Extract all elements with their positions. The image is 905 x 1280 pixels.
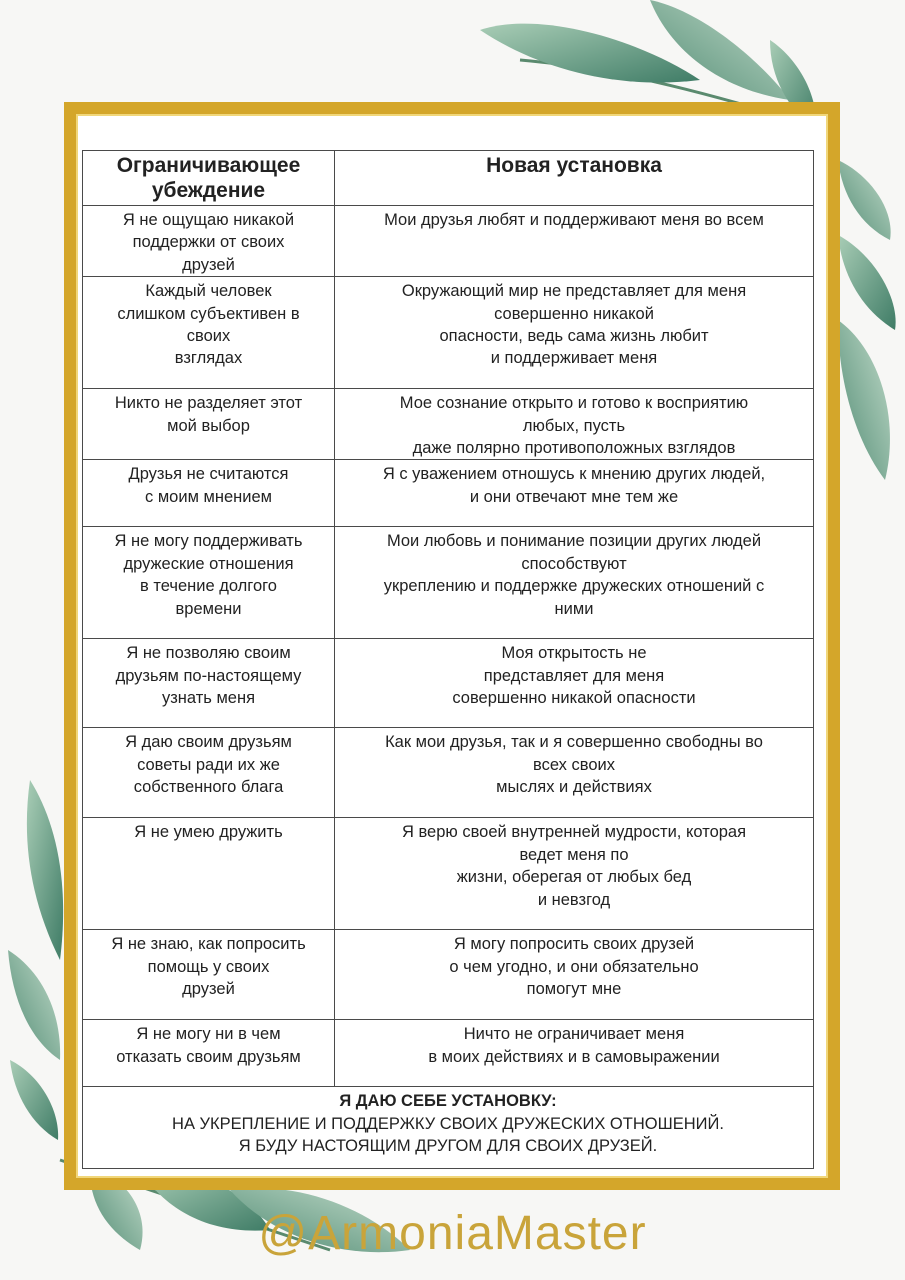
author-handle-signature: @ArmoniaMaster: [258, 1207, 647, 1260]
affirmation-cell: [335, 389, 814, 460]
limiting-belief-cell: [83, 930, 335, 1020]
affirmation-cell: [335, 460, 814, 527]
belief-text-line: поддержки от своих: [132, 233, 285, 252]
limiting-belief-cell: [83, 527, 335, 639]
table-row: [83, 1020, 814, 1087]
affirmation-text-line: способствуют: [521, 554, 627, 573]
limiting-belief-cell: [83, 277, 335, 389]
belief-text-line: Я даю своим друзьям: [125, 733, 292, 752]
affirmation-text-line: Я с уважением отношусь к мнению других людей,: [382, 465, 766, 484]
affirmation-text-line: и поддерживает меня: [490, 349, 658, 368]
affirmation-text-line: Мое сознание открыто и готово к восприятию: [399, 394, 749, 413]
affirmation-cell: [335, 206, 814, 277]
affirmation-cell: [335, 527, 814, 639]
affirmation-text-line: всех своих: [533, 755, 615, 774]
affirmation-text-line: о чем угодно, и они обязательно: [449, 957, 699, 976]
affirmation-text-line: совершенно никакой опасности: [452, 689, 696, 708]
summary-row: [83, 1087, 814, 1169]
belief-text-line: мой выбор: [167, 416, 250, 435]
affirmation-text-line: совершенно никакой: [494, 304, 654, 323]
affirmation-text-line: Я могу попросить своих друзей: [453, 935, 695, 954]
affirmation-text-line: Ничто не ограничивает меня: [463, 1025, 685, 1044]
belief-text-line: отказать своим друзьям: [116, 1047, 301, 1066]
table-row: [83, 818, 814, 930]
header-limiting-belief: Ограничивающее убеждение: [83, 151, 335, 206]
affirmation-text-line: Окружающий мир не представляет для меня: [401, 282, 747, 301]
belief-text-line: Я не знаю, как попросить: [111, 935, 306, 954]
limiting-belief-cell: [83, 1020, 335, 1087]
affirmation-text-line: и они отвечают мне тем же: [469, 487, 679, 506]
limiting-belief-cell: [83, 639, 335, 728]
belief-text-line: друзей: [182, 255, 235, 274]
affirmation-text-line: помогут мне: [526, 980, 622, 999]
belief-text-line: своих: [186, 327, 231, 346]
affirmation-cell: [335, 1020, 814, 1087]
affirmation-text-line: Как мои друзья, так и я совершенно свободны во: [385, 733, 763, 752]
limiting-belief-cell: [83, 728, 335, 818]
summary-line: НА УКРЕПЛЕНИЕ И ПОДДЕРЖКУ СВОИХ ДРУЖЕСКИХ ОТНОШЕНИЙ.: [172, 1114, 724, 1133]
affirmation-cell: [335, 930, 814, 1020]
affirmation-text-line: в моих действиях и в самовыражении: [428, 1047, 720, 1066]
belief-text-line: Друзья не считаются: [128, 465, 289, 484]
table-row: [83, 639, 814, 728]
table-row: [83, 460, 814, 527]
affirmation-text-line: опасности, ведь сама жизнь любит: [439, 327, 709, 346]
affirmation-text-line: жизни, оберегая от любых бед: [456, 868, 692, 887]
belief-text-line: Я не умею дружить: [134, 823, 283, 842]
belief-text-line: друзьям по-настоящему: [115, 666, 302, 685]
affirmation-cell: [335, 728, 814, 818]
affirmation-text-line: даже полярно противоположных взглядов: [412, 439, 736, 458]
affirmation-text-line: Мои друзья любят и поддерживают меня во всем: [384, 211, 764, 229]
limiting-belief-cell: [83, 460, 335, 527]
limiting-belief-cell: [83, 206, 335, 277]
belief-text-line: взглядах: [174, 349, 243, 368]
belief-text-line: советы ради их же: [137, 755, 280, 774]
left-side-leaves: [8, 780, 63, 1140]
affirmation-text-line: Мои любовь и понимание позиции других людей: [386, 532, 762, 551]
belief-text-line: в течение долгого: [140, 577, 277, 596]
header-new-affirmation: Новая установка: [335, 151, 814, 206]
affirmation-cell: [335, 818, 814, 930]
affirmation-text-line: мыслях и действиях: [496, 778, 652, 797]
right-side-leaves: [838, 160, 896, 480]
table-row: [83, 930, 814, 1020]
affirmation-text-line: укреплению и поддержке дружеских отношений с: [383, 577, 765, 596]
table-header-row: [83, 151, 814, 206]
belief-text-line: Я не позволяю своим: [126, 644, 291, 663]
limiting-belief-cell: [83, 818, 335, 930]
belief-text-line: с моим мнением: [145, 487, 272, 506]
belief-text-line: Я не ощущаю никакой: [122, 211, 295, 229]
limiting-belief-cell: [83, 389, 335, 460]
belief-text-line: Никто не разделяет этот: [114, 394, 303, 413]
table-row: [83, 277, 814, 389]
belief-text-line: слишком субъективен в: [117, 304, 300, 323]
affirmation-text-line: ними: [554, 599, 594, 618]
affirmation-text-line: и невзгод: [537, 890, 611, 909]
table-row: [83, 728, 814, 818]
belief-text-line: Каждый человек: [145, 282, 272, 301]
belief-text-line: друзей: [182, 980, 235, 999]
summary-line: Я БУДУ НАСТОЯЩИМ ДРУГОМ ДЛЯ СВОИХ ДРУЗЕЙ.: [238, 1137, 658, 1156]
beliefs-table: [82, 150, 814, 1169]
belief-text-line: собственного блага: [133, 778, 284, 797]
affirmation-text-line: ведет меня по: [519, 845, 629, 864]
affirmation-text-line: представляет для меня: [483, 666, 665, 685]
table-row: [83, 527, 814, 639]
table-row: [83, 389, 814, 460]
belief-text-line: времени: [175, 599, 242, 618]
belief-text-line: узнать меня: [161, 689, 256, 708]
affirmation-cell: [335, 277, 814, 389]
affirmation-text-line: Я верю своей внутренней мудрости, которая: [401, 823, 747, 842]
belief-text-line: Я не могу ни в чем: [136, 1025, 281, 1044]
summary-heading: Я ДАЮ СЕБЕ УСТАНОВКУ:: [339, 1092, 557, 1111]
belief-text-line: Я не могу поддерживать: [114, 532, 303, 551]
summary-cell: [83, 1087, 814, 1169]
table-row: [83, 206, 814, 277]
affirmation-cell: [335, 639, 814, 728]
belief-text-line: помощь у своих: [147, 957, 270, 976]
belief-text-line: дружеские отношения: [123, 554, 294, 573]
affirmation-text-line: Моя открытость не: [501, 644, 647, 663]
affirmation-text-line: любых, пусть: [522, 416, 626, 435]
